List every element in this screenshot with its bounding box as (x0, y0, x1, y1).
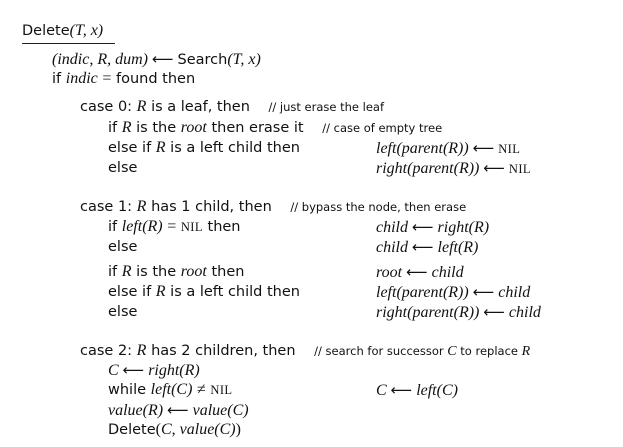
assign-arrow: ⟵ (151, 50, 174, 68)
case-text: has 1 child, then (151, 199, 272, 215)
assign-arrow: ⟵ (483, 303, 505, 321)
var-C: C (447, 344, 457, 359)
assign-arrow: ⟵ (483, 159, 505, 177)
assign-arrow: ⟵ (472, 283, 495, 301)
search-line (52, 50, 261, 69)
case2-line3 (108, 401, 249, 420)
kw-else-if: else if (108, 284, 152, 300)
expr: child (508, 304, 541, 321)
kw-else: else (108, 160, 138, 176)
equals-sign: = (167, 218, 177, 235)
kw-else: else (108, 304, 138, 320)
kw-then: then (211, 264, 245, 280)
expr: right(R) (437, 219, 490, 236)
var-indic: indic (65, 70, 98, 87)
case-text: is a leaf, then (151, 99, 250, 115)
kw-then: then (162, 71, 196, 87)
found-keyword: found (116, 71, 158, 87)
if-found-line (52, 70, 195, 88)
nil-const: NIL (210, 383, 233, 397)
text: is the (136, 264, 177, 280)
expr: left(R) (121, 218, 163, 235)
case0-line3-rhs (376, 159, 531, 178)
case1-line2 (108, 238, 137, 256)
algorithm-title (22, 22, 103, 40)
var-R: R (121, 119, 132, 136)
var-R: R (136, 198, 147, 215)
expr: root (376, 264, 403, 281)
comment: // case of empty tree (322, 121, 443, 135)
case-text: has 2 children, then (151, 343, 296, 359)
paren: ) (235, 421, 241, 438)
assign-arrow: ⟵ (390, 381, 413, 399)
assign-arrow: ⟵ (122, 361, 145, 379)
kw-if: if (108, 264, 118, 280)
text: then erase it (211, 120, 304, 136)
expr: left(parent(R)) (376, 284, 469, 301)
case-label: case 2: (80, 343, 133, 359)
case0-header (80, 98, 384, 116)
text: is a left child then (170, 284, 300, 300)
case2-line1 (108, 361, 200, 380)
expr: right(R) (148, 362, 200, 379)
nil-const: NIL (508, 162, 531, 176)
comma: , (171, 421, 180, 438)
var-C: C (160, 421, 172, 438)
case1-line3-rhs (376, 263, 464, 282)
case0-line2 (108, 139, 300, 157)
case1-header (80, 198, 466, 216)
case2-line2-rhs (376, 381, 458, 400)
expr: left(R) (437, 239, 479, 256)
expr: right(parent(R)) (376, 160, 480, 177)
comment (314, 344, 530, 358)
kw-if: if (52, 71, 62, 87)
assign-arrow: ⟵ (472, 139, 495, 157)
fn-delete: Delete (108, 422, 156, 438)
case2-line4 (108, 421, 241, 439)
expr: right(parent(R)) (376, 304, 480, 321)
equals-sign: = (102, 70, 112, 87)
comment: // bypass the node, then erase (290, 200, 467, 214)
kw-then: then (207, 219, 241, 235)
comment-text: to replace (460, 344, 518, 358)
not-equal-sign: ≠ (197, 381, 206, 398)
expr: child (376, 239, 408, 256)
var-root: root (180, 119, 207, 136)
var-R: R (121, 263, 132, 280)
var-C: C (108, 362, 119, 379)
search-lhs: (indic, R, dum) (52, 51, 148, 68)
search-args: (T, x) (227, 51, 261, 68)
expr: child (498, 284, 531, 301)
case1-line2-rhs (376, 238, 478, 257)
paren: ( (155, 421, 161, 438)
expr: value(R) (108, 402, 164, 419)
case0-line2-rhs (376, 139, 520, 158)
kw-if: if (108, 120, 118, 136)
expr: left(C) (416, 382, 458, 399)
assign-arrow: ⟵ (412, 238, 434, 256)
var-R: R (155, 139, 166, 156)
assign-arrow: ⟵ (167, 401, 189, 419)
assign-arrow: ⟵ (406, 263, 428, 281)
comment-text: // search for successor (314, 344, 444, 358)
expr: child (431, 264, 464, 281)
kw-while: while (108, 382, 147, 398)
var-R: R (136, 342, 147, 359)
assign-arrow: ⟵ (412, 218, 434, 236)
kw-else: else (108, 239, 138, 255)
case0-line1 (108, 119, 442, 137)
search-fn: Search (177, 52, 228, 68)
case1-line1-rhs (376, 218, 489, 237)
expr: value(C) (192, 402, 249, 419)
expr: left(parent(R)) (376, 140, 469, 157)
case2-line2 (108, 381, 232, 399)
var-R: R (521, 344, 531, 359)
var-R: R (155, 283, 166, 300)
expr: value(C) (179, 421, 236, 438)
expr: child (376, 219, 408, 236)
title-underline (22, 43, 115, 44)
nil-const: NIL (180, 220, 203, 234)
case1-line3 (108, 263, 244, 281)
comment: // just erase the leaf (268, 100, 385, 114)
kw-if: if (108, 219, 118, 235)
var-root: root (180, 263, 207, 280)
case2-header (80, 342, 530, 361)
title-args: (T, x) (69, 22, 104, 39)
case1-line5 (108, 303, 137, 321)
kw-else-if: else if (108, 140, 152, 156)
nil-const: NIL (498, 142, 521, 156)
case0-line3 (108, 159, 137, 177)
var-C: C (376, 382, 387, 399)
case1-line5-rhs (376, 303, 541, 322)
case-label: case 0: (80, 99, 133, 115)
var-R: R (136, 98, 147, 115)
text: is the (136, 120, 177, 136)
case-label: case 1: (80, 199, 133, 215)
case1-line4-rhs (376, 283, 530, 302)
title-name: Delete (22, 23, 70, 39)
expr: left(C) (150, 381, 193, 398)
case1-line4 (108, 283, 300, 301)
case1-line1 (108, 218, 241, 236)
text: is a left child then (170, 140, 300, 156)
